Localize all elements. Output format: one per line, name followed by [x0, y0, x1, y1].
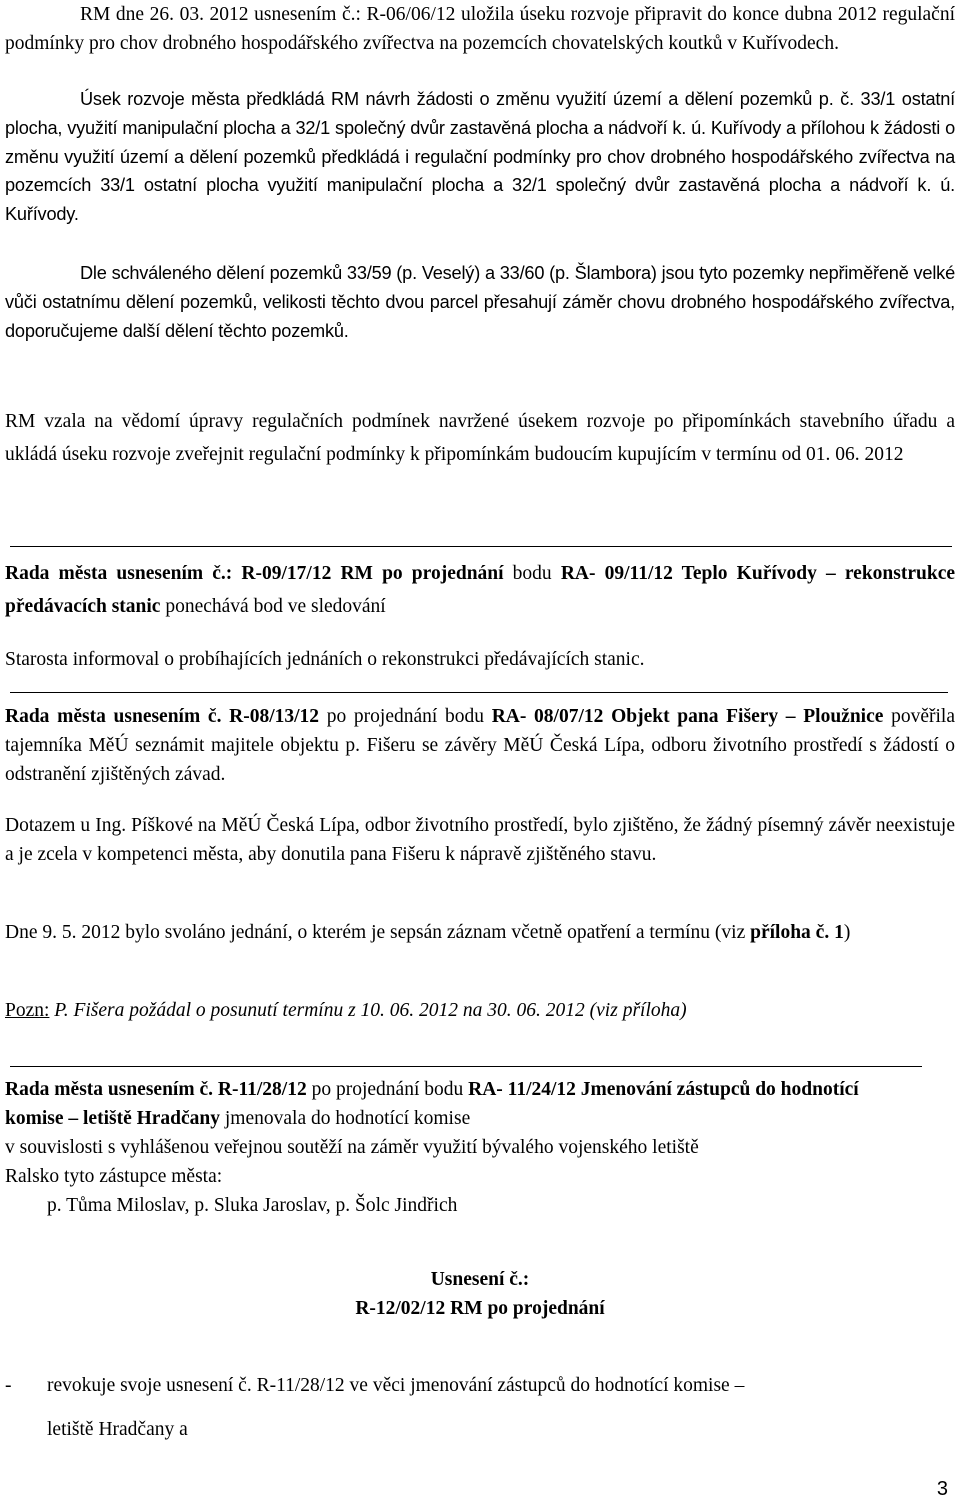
members-names: p. Tůma Miloslav, p. Sluka Jaroslav, p. Šolc Jindřich [47, 1195, 458, 1216]
paragraph-rm-vzala [5, 405, 955, 471]
resolution-r-11-28-12 [5, 1075, 885, 1133]
note-pozn [5, 996, 955, 1025]
paragraph-dotazem [5, 811, 955, 869]
resolution-text: jmenovala do hodnotící komise [220, 1108, 471, 1129]
heading-line-1: Usnesení č.: [430, 1269, 530, 1290]
paragraph-text: v souvislosti s vyhlášenou veřejnou soutěží na záměr využití bývalého vojenského letiště [5, 1137, 699, 1158]
resolution-title: Rada města usnesením č.: R-09/17/12 RM po projednání [5, 563, 504, 584]
resolution-text: bodu [503, 563, 561, 584]
resolution-title: Rada města usnesením č. R-11/28/12 [5, 1079, 307, 1100]
paragraph-text: RM vzala na vědomí úpravy regulačních podmínek navržené úsekem rozvoje po připomínkách stavebního úřadu a ukládá úseku rozvoje zveřejnit regulační podmínky k připomínkám budoucím kupujícím v termínu od 01. 06. 2012 [5, 411, 955, 465]
resolution-heading [5, 1265, 955, 1294]
resolution-r-09-17-12 [5, 557, 955, 623]
members-list [47, 1191, 947, 1220]
paragraph-text: Dle schváleného dělení pozemků 33/59 (p. Veselý) a 33/60 (p. Šlambora) jsou tyto pozemky nepřiměřeně velké vůči ostatnímu dělení pozemků, velikosti těchto dvou parcel přesahují záměr chovu drobného hospodářského zvířectva, doporučujeme další dělení těchto pozemků. [5, 263, 955, 341]
resolution-text: po projednání bodu [319, 706, 492, 727]
section-divider [10, 546, 952, 547]
list-item-line-2 [47, 1415, 955, 1444]
paragraph-ralsko [5, 1162, 955, 1191]
list-item-text: letiště Hradčany a [47, 1419, 188, 1440]
list-item-line-1 [47, 1371, 955, 1400]
paragraph-text: Úsek rozvoje města předkládá RM návrh žádosti o změnu využití území a dělení pozemků p. č. 33/1 ostatní plocha, využití manipulační plocha a 32/1 společný dvůr zastavěná plocha a nádvoří k. ú. Kuřívody a přílohou k žádosti o změnu využití území a dělení pozemků předkládá i regulační podmínky pro chov drobného hospodářského zvířectva na pozemcích 33/1 ostatní plocha využití manipulační plocha a 32/1 společný dvůr zastavěná plocha a nádvoří k. ú. Kuřívody. [5, 89, 955, 225]
note-label: Pozn: [5, 1000, 50, 1021]
resolution-heading-number [5, 1294, 955, 1323]
resolution-subject: RA- 11/24/12 Jmenování zástupců do hodnotící komise – letiště Hradčany [5, 1079, 859, 1129]
paragraph-text: ) [843, 922, 851, 943]
list-item-text: revokuje svoje usnesení č. R-11/28/12 ve věci jmenování zástupců do hodnotící komise – [47, 1375, 745, 1396]
paragraph-text: Dne 9. 5. 2012 bylo svoláno jednání, o kterém je sepsán záznam včetně opatření a termínu (viz [5, 922, 751, 943]
paragraph-text: RM dne 26. 03. 2012 usnesením č.: R-06/06/12 uložila úseku rozvoje připravit do konce dubna 2012 regulační podmínky pro chov drobného hospodářského zvířectva na pozemcích chovatelských koutků v Kuřívodech. [5, 4, 955, 54]
paragraph-text: Ralsko tyto zástupce města: [5, 1166, 223, 1187]
paragraph-text: Starosta informoval o probíhajících jednáních o rekonstrukci předávajících stanic. [5, 649, 645, 670]
resolution-r-08-13-12 [5, 702, 955, 789]
paragraph-usek-rozvoje [5, 85, 955, 229]
heading-line-2: R-12/02/12 RM po projednání [355, 1298, 605, 1319]
paragraph-souvislost [5, 1133, 955, 1162]
paragraph-text: Dotazem u Ing. Píškové na MěÚ Česká Lípa, odbor životního prostředí, bylo zjištěno, že žádný písemný závěr neexistuje a je zcela v kompetenci města, aby donutila pana Fišeru k nápravě zjištěného stavu. [5, 815, 955, 865]
resolution-title: Rada města usnesením č. R-08/13/12 [5, 706, 320, 727]
list-bullet-dash: - [5, 1375, 12, 1396]
resolution-text: ponechává bod ve sledování [160, 596, 386, 617]
resolution-subject: RA- 09/11/12 Teplo Kuřívody – rekonstrukce předávacích stanic [5, 563, 956, 617]
paragraph-rm-26-03 [5, 0, 955, 58]
resolution-text: po projednání bodu [306, 1079, 469, 1100]
paragraph-deleni-pozemku [5, 259, 955, 345]
paragraph-dne-9-5 [5, 918, 955, 947]
paragraph-starosta [5, 645, 955, 674]
section-divider [10, 692, 948, 693]
page-number: 3 [936, 1478, 948, 1500]
section-divider [10, 1066, 922, 1067]
note-text: P. Fišera požádal o posunutí termínu z 10. 06. 2012 na 30. 06. 2012 (viz příloha) [49, 1000, 687, 1021]
resolution-subject: RA- 08/07/12 Objekt pana Fišery – Ploužnice [491, 706, 884, 727]
resolution-text: pověřila tajemníka MěÚ seznámit majitele objektu p. Fišeru se závěry MěÚ Česká Lípa, odboru životního prostředí s žádostí o odstranění zjištěných závad. [5, 706, 955, 785]
attachment-reference: příloha č. 1 [750, 922, 844, 943]
